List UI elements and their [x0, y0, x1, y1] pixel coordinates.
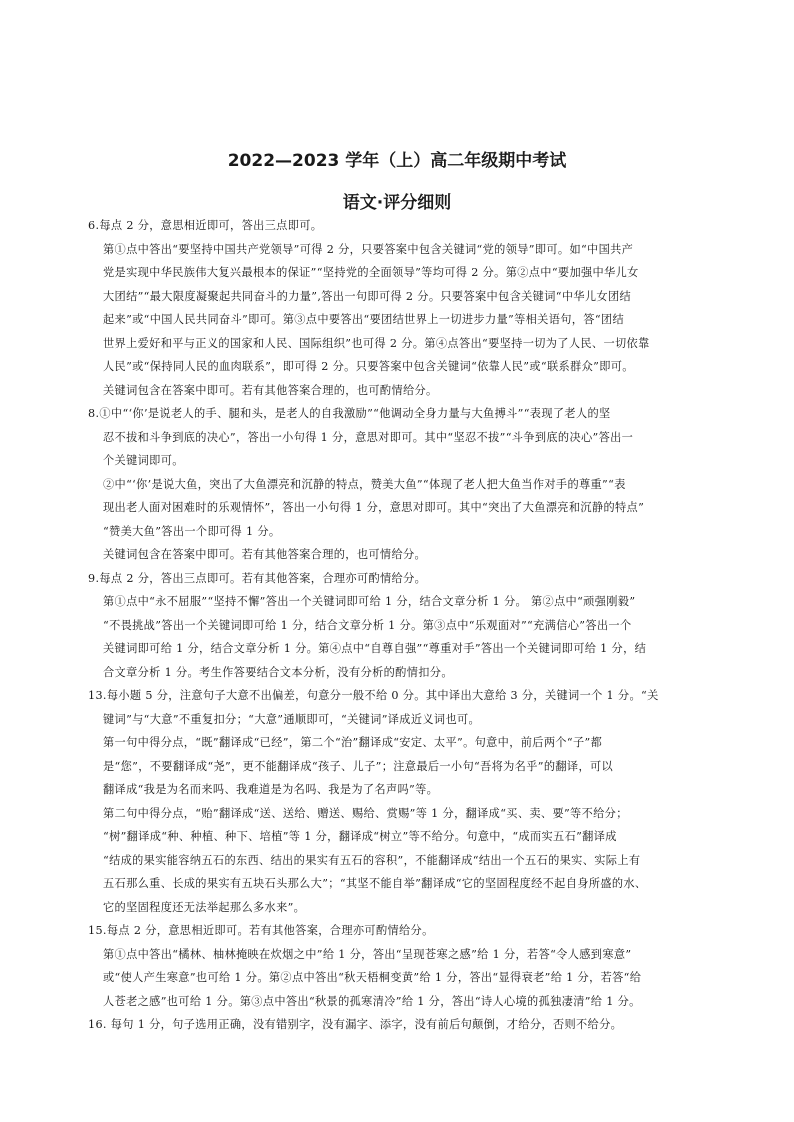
- text-line: 第①点中“永不屈服”“坚持不懈”答出一个关键词即可给 1 分，结合文章分析 1 分。 第②点中“顽强刚毅”: [103, 595, 636, 608]
- text-line: 合文章分析 1 分。考生作答要结合文本分析，没有分析的酌情扣分。: [103, 665, 453, 679]
- text-line: “树”翻译成“种、种植、种下、培植”等 1 分，翻译成“树立”等不给分。句意中，“成而实五石”翻译成: [103, 830, 617, 843]
- text-line: 键词”与“大意”不重复扣分；“大意”通顺即可，“关键词”译成近义词也可。: [103, 712, 481, 726]
- text-line: 关键词包含在答案中即可。若有其他答案合理的，也可情给分。: [103, 548, 427, 561]
- text-line: “结成的果实能容纳五石的东西、结出的果实有五石的容积”，不能翻译成“结出一个五石的果实、实际上有: [103, 853, 641, 867]
- text-line: 党是实现中华民族伟大复兴最根本的保证”“坚持党的全面领导”等均可得 2 分。第②点中“要加强中华儿女: [103, 266, 639, 279]
- text-line: 忍不拔和斗争到底的决心”，答出一小句得 1 分，意思对即可。其中“坚忍不拔”“斗争到底的决心”答出一: [103, 430, 634, 444]
- text-line: 人民”或“保持同人民的血肉联系”，即可得 2 分。只要答案中包含关键词“依靠人民”或“联系群众”即可。: [103, 360, 634, 373]
- text-line: “赞美大鱼”答出一个即可得 1 分。: [103, 524, 281, 538]
- text-line: 6.每点 2 分，意思相近即可，答出三点即可。: [88, 219, 323, 232]
- text-line: 第二句中得分点，“贻”翻译成“送、送给、赠送、赐给、赏赐”等 1 分，翻译成“买、卖、要”等不给分；: [103, 806, 628, 820]
- text-line: 13.每小题 5 分，注意句子大意不出偏差，句意分一般不给 0 分。其中译出大意给 3 分，关键词一个 1 分。“关: [88, 689, 659, 702]
- text-line: “不畏挑战”答出一个关键词即可给 1 分，结合文章分析 1 分。第③点中“乐观面对”“充满信心”答出一个: [103, 618, 632, 632]
- text-line: 关键词即可给 1 分，结合文章分析 1 分。第④点中“自尊自强”“尊重对手”答出一个关键词即可给 1 分，结: [103, 642, 647, 655]
- text-line: 关键词包含在答案中即可。若有其他答案合理的，也可酌情给分。: [103, 383, 438, 397]
- text-line: 9.每点 2 分，答出三点即可。若有其他答案，合理亦可酌情给分。: [88, 571, 427, 585]
- text-line: 起来”或“中国人民共同奋斗”即可。第③点中要答出“要团结世界上一切进步力量”等相关语句，答“团结: [103, 313, 624, 326]
- text-line: 大团结”“最大限度凝聚起共同奋斗的力量”,答出一句即可得 2 分。只要答案中包含关键词“中华儿女团结: [103, 289, 632, 303]
- text-line: 8.①中“‘你’是说老人的手、腿和头，是老人的自我激励”“他调动全身力量与大鱼搏斗”“表现了老人的坚: [88, 407, 611, 420]
- text-line: 五石那么重、长成的果实有五块石头那么大”；“其坚不能自举”翻译成“它的坚固程度经不起自身所盛的水、: [103, 877, 647, 890]
- text-line: 世界上爱好和平与正义的国家和人民、国际组织”也可得 2 分。第④点答出“要坚持一切为了人民、一切依靠: [103, 336, 650, 350]
- text-line: 16. 每句 1 分，句子选用正确，没有错别字，没有漏字、添字，没有前后句颠倒，才给分，否则不给分。: [88, 1018, 623, 1031]
- text-line: 第①点中答出“橘林、柚林掩映在炊烟之中”给 1 分，答出“呈现苍寒之感”给 1 分，若答“令人感到寒意”: [103, 947, 632, 961]
- exam-title: 2022—2023 学年（上）高二年级期中考试: [227, 151, 567, 171]
- text-line: ②中“‘你’是说大鱼，突出了大鱼漂亮和沉静的特点，赞美大鱼”“体现了老人把大鱼当作对手的尊重”“表: [103, 477, 626, 491]
- text-line: 或“使人产生寒意”也可给 1 分。第②点中答出“秋天梧桐变黄”给 1 分，答出“显得衰老”给 1 分，若答“给: [103, 971, 642, 984]
- text-line: 现出老人面对困难时的乐观情怀”，答出一小句得 1 分，意思对即可。其中“突出了大鱼漂亮和沉静的特点”: [103, 501, 645, 514]
- text-line: 15.每点 2 分，意思相近即可。若有其他答案，合理亦可酌情给分。: [88, 924, 434, 937]
- text-line: 个关键词即可。: [103, 454, 184, 467]
- text-line: 是“您”，不要翻译成“尧”，更不能翻译成“孩子、儿子”；注意最后一小句“吾将为名乎”的翻译，可以: [103, 759, 614, 773]
- text-line: 第一句中得分点，“既”翻译成“已经”，第二个“治”翻译成“安定、太平”。句意中，前后两个“子”都: [103, 736, 603, 749]
- exam-subtitle: 语文·评分细则: [342, 193, 452, 213]
- text-line: 翻译成“我是为名而来吗、我难道是为名吗、我是为了名声吗”等。: [103, 783, 439, 796]
- text-line: 它的坚固程度还无法举起那么多水来”。: [103, 900, 306, 914]
- text-line: 人苍老之感”也可给 1 分。第③点中答出“秋景的孤寒清冷”给 1 分，答出“诗人心境的孤独凄清”给 1 分。: [103, 994, 641, 1008]
- scoring-rules-body: [88, 214, 706, 1037]
- text-line: 第①点中答出“要坚持中国共产党领导”可得 2 分，只要答案中包含关键词“党的领导”即可。如“中国共产: [103, 242, 634, 256]
